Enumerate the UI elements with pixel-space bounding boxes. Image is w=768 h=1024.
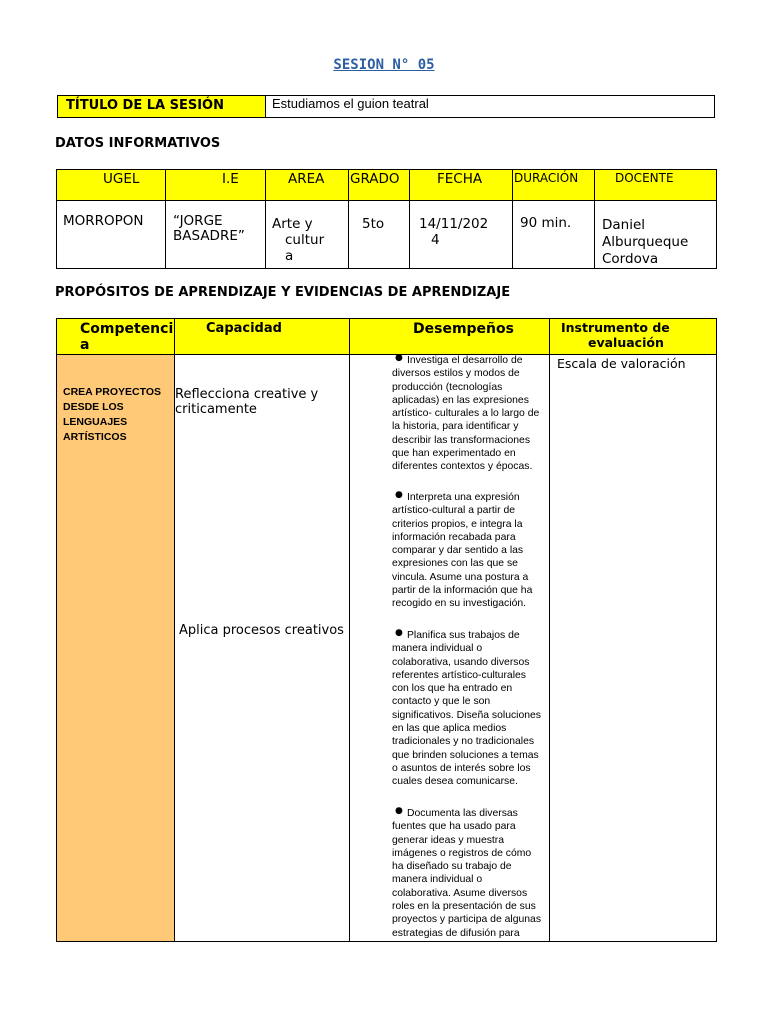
header-ie: I.E [222,171,239,187]
session-number: SESION N° 05 [333,57,435,73]
desempeno-line: o asuntos de interés sobre los [392,762,531,774]
desempeno-line: referentes artístico-culturales [392,669,526,681]
desempeno-3 [392,629,548,789]
desempeno-line: cuales desea comunicarse. [392,776,518,788]
desempeno-line: con los que ha entrado en [392,683,513,695]
desempeno-line: imágenes o registros de cómo [392,847,532,859]
session-title-label-cell [58,96,266,117]
header-competencia-line2: a [80,337,90,353]
value-duracion-cell [512,200,595,269]
header-fecha: FECHA [437,171,483,187]
desempeno-line: colaborativa. Asume diversos [392,887,528,899]
value-ie-line2: BASADRE” [173,228,245,244]
desempeno-line: vincula. Asume una postura a [392,571,529,583]
desempeno-line: la historia, para identificar y [392,421,519,433]
session-title-value: Estudiamos el guion teatral [272,96,429,111]
header-capacidad-cell [174,318,350,355]
desempeno-line: significativos. Diseña soluciones [392,709,542,721]
capacidad-1-line1: Reflecciona creative y [175,387,319,402]
header-duracion: DURACIÓN [514,171,579,185]
desempeno-line: en las que aplica medios [392,723,507,735]
desempeno-line: describir las transformaciones [392,434,531,446]
competencia-line: LENGUAJES [63,416,128,428]
desempeno-line: recogido en su investigación. [392,598,527,610]
datos-heading: DATOS INFORMATIVOS [55,136,221,151]
header-fecha-cell [409,169,513,201]
value-docente-line3: Cordova [602,251,659,267]
capacidad-2: Aplica procesos creativos [179,623,344,638]
desempeno-line: comparar y dar sentido a las [392,545,524,557]
desempeno-line: criterios propios, e integra la [392,518,523,530]
session-title-box [57,95,715,118]
desempeno-line: aplicadas) en las expresiones [392,394,529,406]
capacidad-1-line2: criticamente [175,402,257,417]
desempeno-line: generar ideas y muestra [392,834,505,846]
header-instrumento-line2: evaluación [588,335,664,350]
value-grado: 5to [362,216,385,232]
header-docente: DOCENTE [615,171,674,185]
header-desempenos: Desempeños [413,321,514,337]
desempeno-line: proyectos y participa de algunas [392,914,542,926]
desempeno-line: diversos estilos y modos de [392,368,520,380]
desempeno-line: manera individual o [392,874,483,886]
header-grado: GRADO [350,171,400,187]
session-title-label: TÍTULO DE LA SESIÓN [66,98,224,113]
value-ie-cell [165,200,266,269]
capacidad-cell [174,354,350,942]
competencia-line: DESDE LOS [63,401,124,413]
header-instrumento-cell [549,318,717,355]
value-ie-line1: “JORGE [173,213,223,229]
value-duracion: 90 min. [520,215,572,231]
desempeno-line: Documenta las diversas [407,808,518,819]
desempeno-2 [392,491,548,611]
instrumento-cell [549,354,717,942]
desempeno-line: Planifica sus trabajos de [407,630,520,641]
value-area-line1: Arte y [272,216,313,232]
competencia-text [63,385,161,445]
value-docente-line2: Alburqueque [602,234,689,250]
competencia-line: ARTÍSTICOS [63,431,127,443]
propositos-heading: PROPÓSITOS DE APRENDIZAJE Y EVIDENCIAS DE APRENDIZAJE [55,285,511,300]
desempeno-line: fuentes que ha usado para [392,821,516,833]
header-desempenos-cell [349,318,550,355]
header-instrumento-line1: Instrumento de [561,320,670,335]
header-ie-cell [165,169,266,201]
desempeno-line: roles en la presentación de sus [392,901,536,913]
desempeno-line: Investiga el desarrollo de [407,355,523,366]
value-docente-line1: Daniel [602,217,646,233]
competencia-cell [56,354,175,942]
desempeno-line: expresiones con las que se [392,558,518,570]
header-ugel: UGEL [103,171,140,187]
value-area-cell [265,200,349,269]
desempeno-line: información recabada para [392,531,516,543]
desempeno-line: artístico-cultural a partir de [392,505,516,517]
value-area-line2: cultur [285,232,325,248]
desempeno-1 [392,354,548,474]
bullet-icon: ● [395,628,403,638]
value-area-line3: a [285,248,294,264]
bullet-icon: ● [395,806,403,816]
desempeno-line: partir de la información que ha [392,585,533,597]
value-ugel: MORROPON [63,213,144,229]
desempeno-line: ha diseñado su trabajo de [392,861,512,873]
desempeno-line: que han experimentado en [392,448,516,460]
value-docente-cell [594,200,717,269]
bullet-icon: ● [395,490,403,500]
value-fecha-line1: 14/11/202 [419,216,489,232]
desempeno-line: manera individual o [392,643,483,655]
bullet-icon: ● [395,353,403,363]
desempeno-line: artístico- culturales a lo largo de [392,408,540,420]
header-area-cell [265,169,349,201]
desempeno-line: colaborativa, usando diversos [392,656,530,668]
desempeno-line: que brinden soluciones a temas [392,749,539,761]
instrumento-value: Escala de valoración [557,356,686,371]
header-docente-cell [594,169,717,201]
header-duracion-cell [512,169,595,201]
header-ugel-cell [56,169,166,201]
header-grado-cell [348,169,410,201]
desempeno-4 [392,807,548,940]
header-competencia-cell [56,318,175,355]
desempeno-line: estrategias de difusión para [392,927,520,939]
value-fecha-cell [409,200,513,269]
desempeno-line: producción (tecnologías [392,381,503,393]
header-competencia-line1: Competenci [80,321,174,337]
desempeno-line: diferentes contextos y épocas. [392,461,533,473]
desempeno-line: Interpreta una expresión [407,492,520,503]
value-grado-cell [348,200,410,269]
value-fecha-line2: 4 [431,232,440,248]
desempeno-line: tradicionales y no tradicionales [392,736,535,748]
competencia-line: CREA PROYECTOS [63,386,162,398]
desempeno-line: contacto y que le son [392,696,491,708]
header-area: AREA [288,171,325,187]
header-capacidad: Capacidad [206,321,282,336]
value-ugel-cell [56,200,166,269]
